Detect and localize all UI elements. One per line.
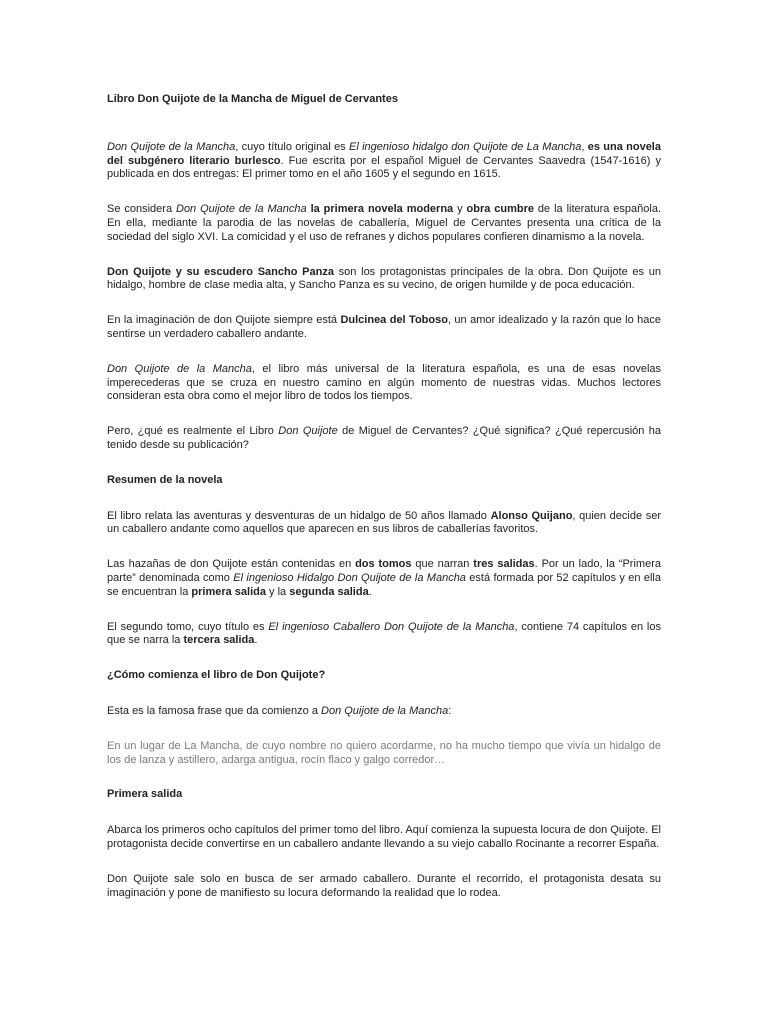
opening-quote: En un lugar de La Mancha, de cuyo nombre no quiero acordarme, no ha mucho tiempo que vivía un hidalgo de los de lanza y astillero, adarga antigua, rocín flaco y galgo corredor… <box>107 739 661 766</box>
paragraph-alonso-quijano: El libro relata las aventuras y desventuras de un hidalgo de 50 años llamado Alonso Quijano, quien decide ser un caballero andante como aquellos que aparecen en sus libros de caballerías favoritos. <box>107 509 661 536</box>
document-body <box>107 93 661 921</box>
paragraph-universal: Don Quijote de la Mancha, el libro más universal de la literatura española, es una de esas novelas imperecederas que se cruza en nuestro camino en algún momento de nuestras vidas. Muchos lectores consideran esta obra como el mejor libro de todos los tiempos. <box>107 362 662 403</box>
heading-resumen: Resumen de la novela <box>107 473 223 486</box>
paragraph-dulcinea: En la imaginación de don Quijote siempre está Dulcinea del Toboso, un amor idealizado y la razón que lo hace sentirse un verdadero caballero andante. <box>107 314 661 340</box>
paragraph-segundo-tomo: El segundo tomo, cuyo título es El ingenioso Caballero Don Quijote de la Mancha, contiene 74 capítulos en los que se narra la tercera salida. <box>107 620 661 647</box>
paragraph-intro: Don Quijote de la Mancha, cuyo título original es El ingenioso hidalgo don Quijote de La Mancha, es una novela del subgénero literario burlesco. Fue escrita por el español Miguel de Cervantes Saavedra (1547-1616) y publicada en dos entregas: El primer tomo en el año 1605 y el segundo en 1615. <box>107 140 661 181</box>
paragraph-tomos: Las hazañas de don Quijote están contenidas en dos tomos que narran tres salidas. Por un lado, la “Primera parte” denominada como El ingenioso Hidalgo Don Quijote de la Mancha está formada por 52 capítulos y en ella se encuentran la primera salida y la segunda salida. <box>107 558 661 598</box>
heading-primera-salida: Primera salida <box>107 788 183 801</box>
paragraph-preguntas: Pero, ¿qué es realmente el Libro Don Quijote de Miguel de Cervantes? ¿Qué significa? ¿Qué repercusión ha tenido desde su publicación? <box>107 425 661 451</box>
heading-como-comienza: ¿Cómo comienza el libro de Don Quijote? <box>107 669 326 682</box>
paragraph-protagonistas: Don Quijote y su escudero Sancho Panza son los protagonistas principales de la obra. Don Quijote es un hidalgo, hombre de clase media alta, y Sancho Panza es su vecino, de origen humilde y de poca educación. <box>107 265 661 292</box>
page-title: Libro Don Quijote de la Mancha de Miguel de Cervantes <box>107 93 398 105</box>
paragraph-primera-salida: Abarca los primeros ocho capítulos del primer tomo del libro. Aquí comienza la supuesta locura de don Quijote. El protagonista decide convertirse en un caballero andante llevando a su viejo caballo Rocinante a recorrer España. <box>107 824 661 850</box>
paragraph-obra-cumbre: Se considera Don Quijote de la Mancha la primera novela moderna y obra cumbre de la literatura española. En ella, mediante la parodia de las novelas de caballería, Miguel de Cervantes presenta una crítica de la sociedad del siglo XVI. La comicidad y el uso de refranes y dichos populares confieren dinamismo a la novela. <box>107 203 661 243</box>
paragraph-armado-caballero: Don Quijote sale solo en busca de ser armado caballero. Durante el recorrido, el protagonista desata su imaginación y pone de manifiesto su locura deformando la realidad que lo rodea. <box>107 872 661 899</box>
paragraph-frase: Esta es la famosa frase que da comienzo a Don Quijote de la Mancha: <box>107 704 452 717</box>
